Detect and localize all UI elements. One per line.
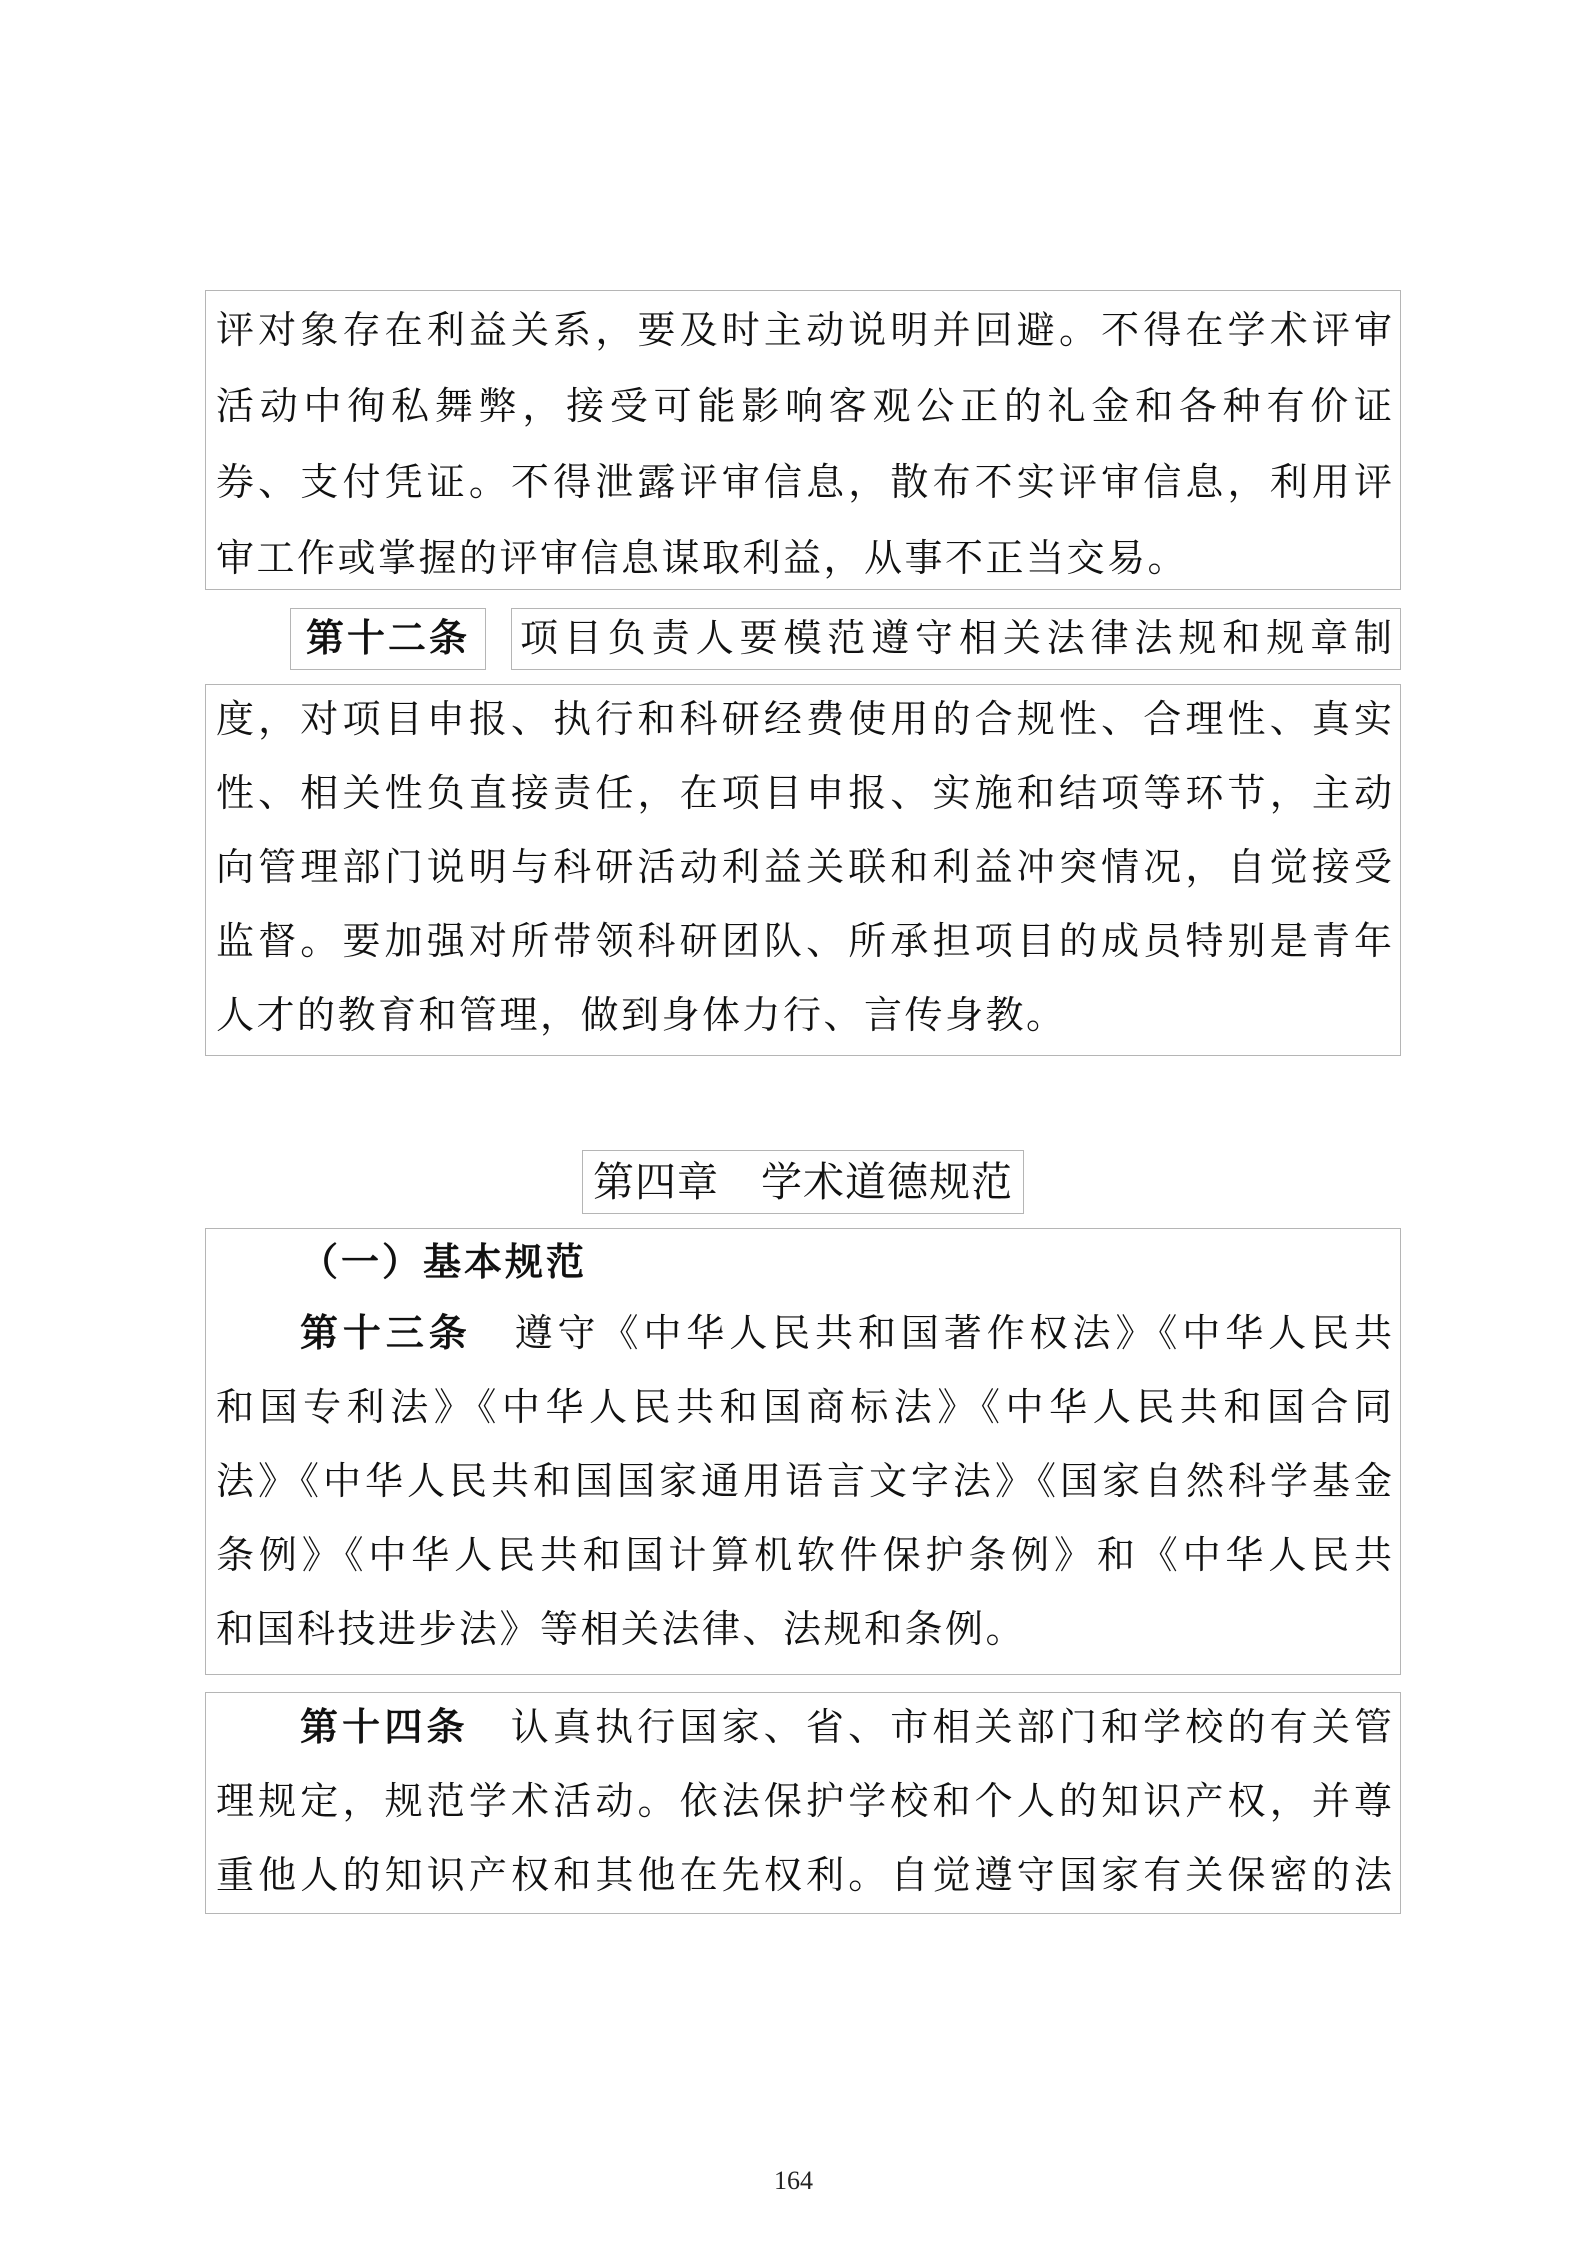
chapter-title: 第四章 学术道德规范 xyxy=(593,1158,1013,1206)
text-line: 和国专利法》《中华人民共和国商标法》《中华人民共和国合同 xyxy=(216,1385,1392,1429)
article-14-label: 第十四条 xyxy=(300,1705,469,1749)
article-12-body xyxy=(216,682,1392,1052)
text-line: 审工作或掌握的评审信息谋取利益，从事不正当交易。 xyxy=(216,536,1189,580)
continuation-paragraph xyxy=(216,292,1392,596)
page-number: 164 xyxy=(774,2166,813,2195)
text-line: 向管理部门说明与科研活动利益关联和利益冲突情况，自觉接受 xyxy=(216,845,1392,889)
article-13-label: 第十三条 xyxy=(300,1311,472,1355)
article-13-paragraph xyxy=(216,1296,1392,1666)
text-line: 度，对项目申报、执行和科研经费使用的合规性、合理性、真实 xyxy=(216,697,1392,741)
text-line: 活动中徇私舞弊，接受可能影响客观公正的礼金和各种有价证 xyxy=(216,384,1392,428)
text-line: 券、支付凭证。不得泄露评审信息，散布不实评审信息，利用评 xyxy=(216,460,1392,504)
section-heading: （一）基本规范 xyxy=(300,1240,588,1284)
text-line: 和国科技进步法》等相关法律、法规和条例。 xyxy=(216,1607,1027,1651)
text-line: 性、相关性负直接责任，在项目申报、实施和结项等环节，主动 xyxy=(216,771,1392,815)
text-line: 法》《中华人民共和国国家通用语言文字法》《国家自然科学基金 xyxy=(216,1459,1392,1503)
text-line: 条例》《中华人民共和国计算机软件保护条例》和《中华人民共 xyxy=(216,1533,1392,1577)
text-line: 理规定，规范学术活动。依法保护学校和个人的知识产权，并尊 xyxy=(216,1779,1392,1823)
article-14-paragraph xyxy=(216,1690,1392,1912)
article-13-first-line: 第十三条 遵守《中华人民共和国著作权法》《中华人民共 xyxy=(300,1311,1392,1355)
article-14-first-line: 第十四条 认真执行国家、省、市相关部门和学校的有关管 xyxy=(300,1705,1392,1749)
article-12-label: 第十二条 xyxy=(305,616,470,660)
text-line: 监督。要加强对所带领科研团队、所承担项目的成员特别是青年 xyxy=(216,919,1392,963)
text-line: 重他人的知识产权和其他在先权利。自觉遵守国家有关保密的法 xyxy=(216,1853,1392,1897)
text-line: 人才的教育和管理，做到身体力行、言传身教。 xyxy=(216,993,1067,1037)
text-line: 评对象存在利益关系，要及时主动说明并回避。不得在学术评审 xyxy=(216,308,1392,352)
article-12-first-line: 项目负责人要模范遵守相关法律法规和规章制 xyxy=(520,616,1392,660)
